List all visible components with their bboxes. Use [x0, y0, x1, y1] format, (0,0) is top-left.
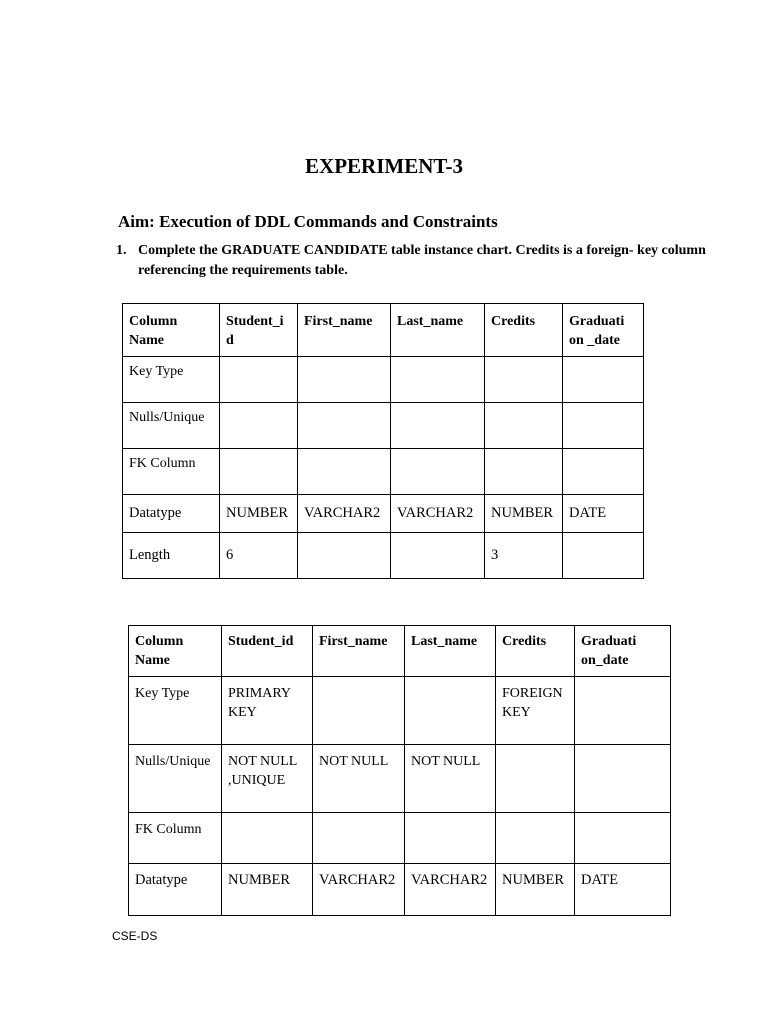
- table-cell: [485, 449, 563, 495]
- table-cell: NOT NULL: [405, 745, 496, 813]
- table-cell: [563, 533, 644, 579]
- table-row: [123, 403, 644, 449]
- instance-chart-table-blank: [122, 303, 644, 579]
- table-cell: [298, 357, 391, 403]
- table-cell: DATE: [575, 864, 671, 916]
- header-cell: Student_id: [220, 304, 298, 357]
- table-cell: [313, 677, 405, 745]
- instance-chart-table-completed: [128, 625, 671, 916]
- table-cell: VARCHAR2: [391, 495, 485, 533]
- question-text: Complete the GRADUATE CANDIDATE table instance chart. Credits is a foreign- key column referencing the requirements table.: [138, 243, 706, 278]
- header-cell: Credits: [496, 626, 575, 677]
- table-cell: [563, 403, 644, 449]
- table-cell: [220, 357, 298, 403]
- table-cell: [405, 813, 496, 864]
- row-label: FK Column: [129, 813, 222, 864]
- table-header-row: [123, 304, 644, 357]
- table-cell: [298, 449, 391, 495]
- table-row: [123, 449, 644, 495]
- table-cell: [391, 449, 485, 495]
- table-cell: [563, 449, 644, 495]
- header-cell: Last_name: [391, 304, 485, 357]
- table-cell: NUMBER: [496, 864, 575, 916]
- header-cell: Credits: [485, 304, 563, 357]
- table-row: [129, 864, 671, 916]
- page-title: EXPERIMENT-3: [305, 154, 463, 178]
- table-cell: VARCHAR2: [298, 495, 391, 533]
- table-cell: [496, 745, 575, 813]
- table-cell: [222, 813, 313, 864]
- table-cell: [298, 403, 391, 449]
- table-cell: VARCHAR2: [405, 864, 496, 916]
- header-cell: Student_id: [222, 626, 313, 677]
- table-cell: [405, 677, 496, 745]
- header-cell: Column Name: [123, 304, 220, 357]
- table-cell: 3: [485, 533, 563, 579]
- table-cell: [485, 403, 563, 449]
- header-cell: First_name: [298, 304, 391, 357]
- table-cell: [575, 677, 671, 745]
- table-row: [123, 495, 644, 533]
- header-cell: Last_name: [405, 626, 496, 677]
- table-cell: FOREIGN KEY: [496, 677, 575, 745]
- row-label: FK Column: [123, 449, 220, 495]
- header-cell: Column Name: [129, 626, 222, 677]
- table-row: [129, 813, 671, 864]
- header-cell: Graduati on _date: [563, 304, 644, 357]
- table-cell: 6: [220, 533, 298, 579]
- table-cell: [298, 533, 391, 579]
- table-row: [123, 533, 644, 579]
- footer-label: CSE-DS: [112, 929, 158, 943]
- row-label: Key Type: [123, 357, 220, 403]
- table-cell: [563, 357, 644, 403]
- row-label: Nulls/Unique: [129, 745, 222, 813]
- row-label: Key Type: [129, 677, 222, 745]
- table-header-row: [129, 626, 671, 677]
- table-cell: NOT NULL ,UNIQUE: [222, 745, 313, 813]
- table-row: [129, 745, 671, 813]
- table-cell: NUMBER: [220, 495, 298, 533]
- table-cell: [313, 813, 405, 864]
- table-cell: DATE: [563, 495, 644, 533]
- row-label: Datatype: [129, 864, 222, 916]
- question-number: 1.: [116, 243, 127, 258]
- table-cell: NUMBER: [485, 495, 563, 533]
- table-row: [123, 357, 644, 403]
- table-cell: [496, 813, 575, 864]
- table-cell: [220, 403, 298, 449]
- table-row: [129, 677, 671, 745]
- table-cell: VARCHAR2: [313, 864, 405, 916]
- row-label: Length: [123, 533, 220, 579]
- table-cell: [391, 357, 485, 403]
- table-cell: [391, 533, 485, 579]
- table-cell: PRIMARY KEY: [222, 677, 313, 745]
- row-label: Datatype: [123, 495, 220, 533]
- table-cell: [575, 813, 671, 864]
- aim-heading: Aim: Execution of DDL Commands and Constraints: [118, 212, 498, 231]
- table-cell: [391, 403, 485, 449]
- table-cell: [575, 745, 671, 813]
- table-cell: [220, 449, 298, 495]
- table-cell: [485, 357, 563, 403]
- table-cell: NOT NULL: [313, 745, 405, 813]
- table-cell: NUMBER: [222, 864, 313, 916]
- header-cell: First_name: [313, 626, 405, 677]
- row-label: Nulls/Unique: [123, 403, 220, 449]
- header-cell: Graduati on_date: [575, 626, 671, 677]
- question-item: [116, 241, 716, 281]
